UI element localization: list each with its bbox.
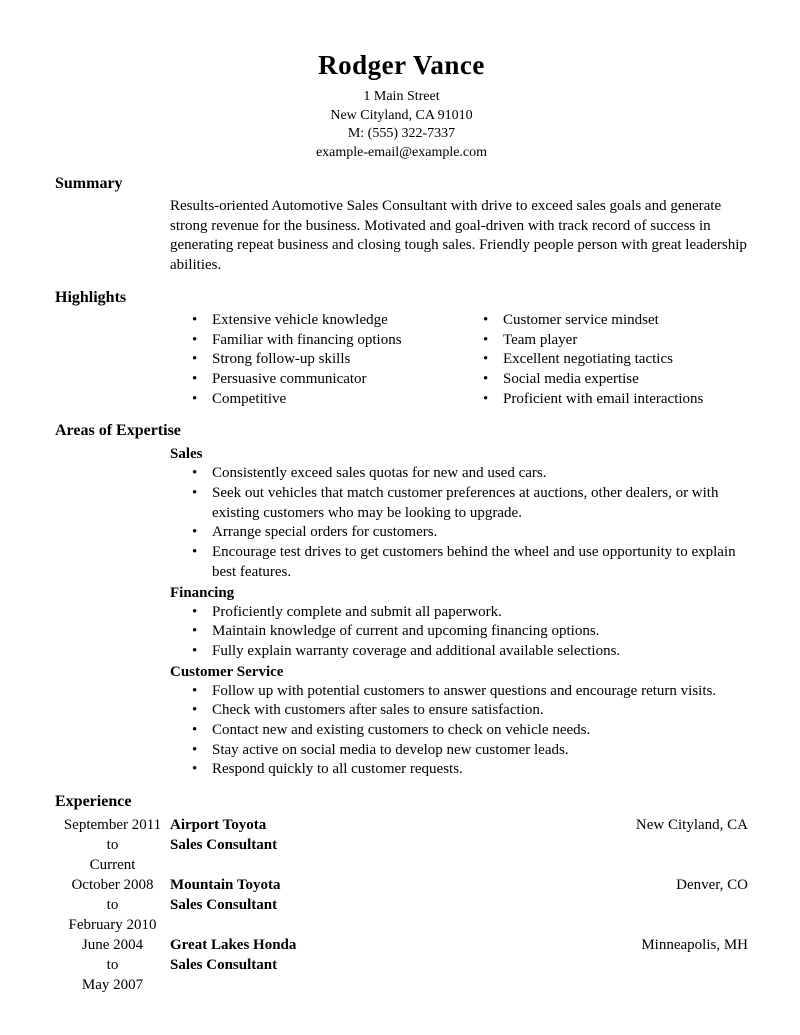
expertise-group-title-financing: Financing — [170, 584, 235, 601]
job-date-line: to — [106, 957, 119, 974]
experience-heading: Experience — [55, 793, 132, 811]
expertise-group-title-customer-service: Customer Service — [170, 663, 284, 680]
highlight-item: • Extensive vehicle knowledge — [170, 311, 461, 331]
expertise-group-title-sales: Sales — [170, 446, 203, 463]
job-title: Sales Consultant — [170, 897, 278, 914]
expertise-list-customer-service — [170, 682, 748, 781]
job-main — [170, 815, 636, 855]
expertise-item: • Seek out vehicles that match customer preferences at auctions, other dealers, or with existing customers who may be looking to upgrade. — [170, 484, 748, 523]
job-row — [55, 815, 748, 875]
contact-phone: M: (555) 322-7337 — [347, 126, 456, 141]
job-date-line: Current — [89, 857, 136, 874]
job-company: Great Lakes Honda — [170, 937, 297, 954]
job-dates — [55, 875, 170, 935]
expertise-item: • Follow up with potential customers to answer questions and encourage return visits. — [170, 682, 748, 702]
job-row — [55, 875, 748, 935]
expertise-item: • Stay active on social media to develop new customer leads. — [170, 741, 748, 761]
expertise-list-financing — [170, 603, 748, 662]
expertise-item: • Contact new and existing customers to check on vehicle needs. — [170, 721, 748, 741]
contact-city: New Cityland, CA 91010 — [330, 107, 473, 123]
job-dates — [55, 935, 170, 995]
expertise-item: • Maintain knowledge of current and upcoming financing options. — [170, 622, 748, 642]
highlight-item: • Customer service mindset — [461, 311, 748, 331]
expertise-item: • Fully explain warranty coverage and additional available selections. — [170, 642, 748, 662]
job-date-line: June 2004 — [81, 937, 144, 954]
highlights-section — [55, 289, 748, 410]
experience-section — [55, 793, 748, 995]
contact-street: 1 Main Street — [363, 89, 440, 104]
expertise-item: • Respond quickly to all customer requests. — [170, 760, 748, 780]
job-company: Mountain Toyota — [170, 877, 281, 894]
highlight-item: • Familiar with financing options — [170, 331, 461, 351]
candidate-name: Rodger Vance — [318, 50, 485, 80]
job-location: New Cityland, CA — [635, 817, 748, 834]
expertise-item: • Proficiently complete and submit all paperwork. — [170, 603, 748, 623]
job-date-line: to — [106, 897, 119, 914]
highlights-right-column — [461, 311, 748, 410]
highlights-columns — [170, 311, 748, 410]
job-date-line: February 2010 — [68, 917, 157, 934]
expertise-item: • Consistently exceed sales quotas for new and used cars. — [170, 464, 748, 484]
job-row — [55, 935, 748, 995]
expertise-item: • Arrange special orders for customers. — [170, 523, 748, 543]
expertise-section — [55, 422, 748, 780]
highlight-item: • Strong follow-up skills — [170, 350, 461, 370]
summary-heading: Summary — [55, 175, 123, 192]
summary-text: Results-oriented Automotive Sales Consultant with drive to exceed sales goals and generate strong revenue for the business. Motivated and goal-driven with track record of success in generating repeat business and closing tough sales. Friendly people person with great leadership abilities. — [170, 198, 747, 274]
job-company: Airport Toyota — [170, 817, 267, 834]
highlights-left-column — [170, 311, 461, 410]
job-main — [170, 875, 676, 915]
resume-header — [55, 50, 748, 162]
job-title: Sales Consultant — [170, 837, 278, 854]
summary-section — [55, 175, 748, 276]
job-main — [170, 935, 641, 975]
job-dates — [55, 815, 170, 875]
job-date-line: October 2008 — [71, 877, 154, 894]
job-location: Denver, CO — [676, 877, 748, 894]
highlight-item: • Proficient with email interactions — [461, 390, 748, 410]
expertise-list-sales — [170, 464, 748, 582]
highlight-item: • Team player — [461, 331, 748, 351]
expertise-item: • Encourage test drives to get customers behind the wheel and use opportunity to explain best features. — [170, 543, 748, 582]
expertise-heading: Areas of Expertise — [55, 422, 181, 440]
highlight-item: • Excellent negotiating tactics — [461, 350, 748, 370]
highlights-heading: Highlights — [55, 288, 127, 306]
highlight-item: • Social media expertise — [461, 370, 748, 390]
highlight-item: • Competitive — [170, 390, 461, 410]
contact-email: example-email@example.com — [315, 144, 488, 160]
job-date-line: September 2011 — [63, 817, 162, 834]
job-location: Minneapolis, MH — [641, 937, 748, 954]
job-title: Sales Consultant — [170, 957, 278, 974]
job-date-line: to — [106, 837, 119, 854]
expertise-item: • Check with customers after sales to ensure satisfaction. — [170, 701, 748, 721]
highlight-item: • Persuasive communicator — [170, 370, 461, 390]
job-date-line: May 2007 — [81, 977, 144, 994]
